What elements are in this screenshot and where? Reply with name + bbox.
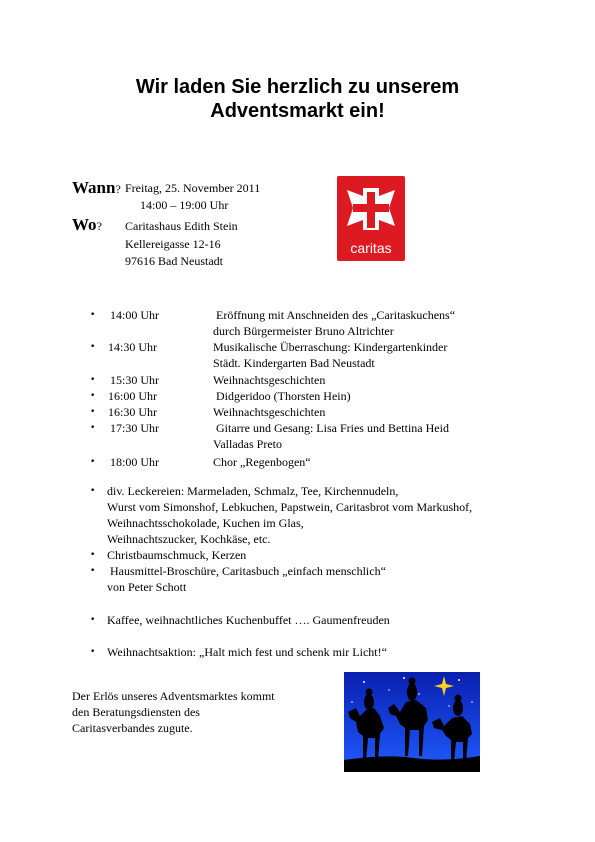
bullet-icon: • [90,457,96,467]
offer-text: Weihnachtsschokolade, Kuchen im Glas, [107,516,304,530]
schedule-time: 14:00 Uhr [110,308,159,322]
address-line: 97616 Bad Neustadt [125,254,223,268]
bullet-icon: • [90,615,96,625]
page-title-line-1: Wir laden Sie herzlich zu unserem [135,76,460,98]
caritas-logo [337,176,405,261]
schedule-time: 14:30 Uhr [108,340,157,354]
offer-text: Hausmittel-Broschüre, Caritasbuch „einfach menschlich“ [110,564,386,578]
schedule-text: Musikalische Überraschung: Kindergartenkinder [213,340,448,354]
bullet-icon: • [90,407,96,417]
bullet-icon: • [90,647,96,657]
bullet-icon: • [90,550,96,560]
offer-text: von Peter Schott [107,580,187,594]
offer-text: div. Leckereien: Marmeladen, Schmalz, Tee, Kirchennudeln, [107,484,399,498]
bullet-icon: • [90,342,96,352]
offer-text: Kaffee, weihnachtliches Kuchenbuffet …. Gaumenfreuden [107,613,390,627]
closing-text: Caritasverbandes zugute. [72,721,193,735]
wann-label: Wann? [72,178,121,197]
schedule-time: 17:30 Uhr [110,421,159,435]
schedule-text: Weihnachtsgeschichten [213,405,326,419]
bullet-icon: • [90,423,96,433]
bullet-icon: • [90,375,96,385]
schedule-time: 18:00 Uhr [110,455,159,469]
schedule-time: 16:30 Uhr [108,405,157,419]
three-wise-men-camels-icon [344,672,480,772]
schedule-text: Chor „Regenbogen“ [213,455,311,469]
offer-text: Weihnachtsaktion: „Halt mich fest und schenk mir Licht!“ [107,645,387,659]
bullet-icon: • [90,391,96,401]
schedule-text: durch Bürgermeister Bruno Altrichter [213,324,394,338]
event-date: Freitag, 25. November 2011 [125,181,261,195]
closing-text: den Beratungsdiensten des [72,705,200,719]
bullet-icon: • [90,310,96,320]
bullet-icon: • [90,566,96,576]
offer-text: Wurst vom Simonshof, Lebkuchen, Papstwein, Caritasbrot vom Markushof, [107,500,473,514]
schedule-text: Weihnachtsgeschichten [213,373,326,387]
schedule-text: Didgeridoo (Thorsten Hein) [216,389,351,403]
wo-label: Wo? [72,215,102,234]
schedule-text: Gitarre und Gesang: Lisa Fries und Bettina Heid [216,421,449,435]
event-time: 14:00 – 19:00 Uhr [140,198,229,212]
page-title-line-2: Adventsmarkt ein! [210,100,385,122]
three-wise-men-image [344,672,480,772]
offer-text: Christbaumschmuck, Kerzen [107,548,247,562]
bullet-icon: • [90,486,96,496]
schedule-text: Städt. Kindergarten Bad Neustadt [213,356,375,370]
caritas-cross-icon [337,178,405,240]
schedule-text: Eröffnung mit Anschneiden des „Caritaskuchens“ [216,308,456,322]
address-line: Caritashaus Edith Stein [125,219,238,233]
closing-text: Der Erlös unseres Adventsmarktes kommt [72,689,275,703]
schedule-time: 16:00 Uhr [108,389,157,403]
schedule-time: 15:30 Uhr [110,373,159,387]
caritas-logo-text: caritas [350,240,392,256]
schedule-text: Valladas Preto [213,437,282,451]
offer-text: Weihnachtszucker, Kochkäse, etc. [107,532,271,546]
address-line: Kellereigasse 12-16 [125,237,221,251]
